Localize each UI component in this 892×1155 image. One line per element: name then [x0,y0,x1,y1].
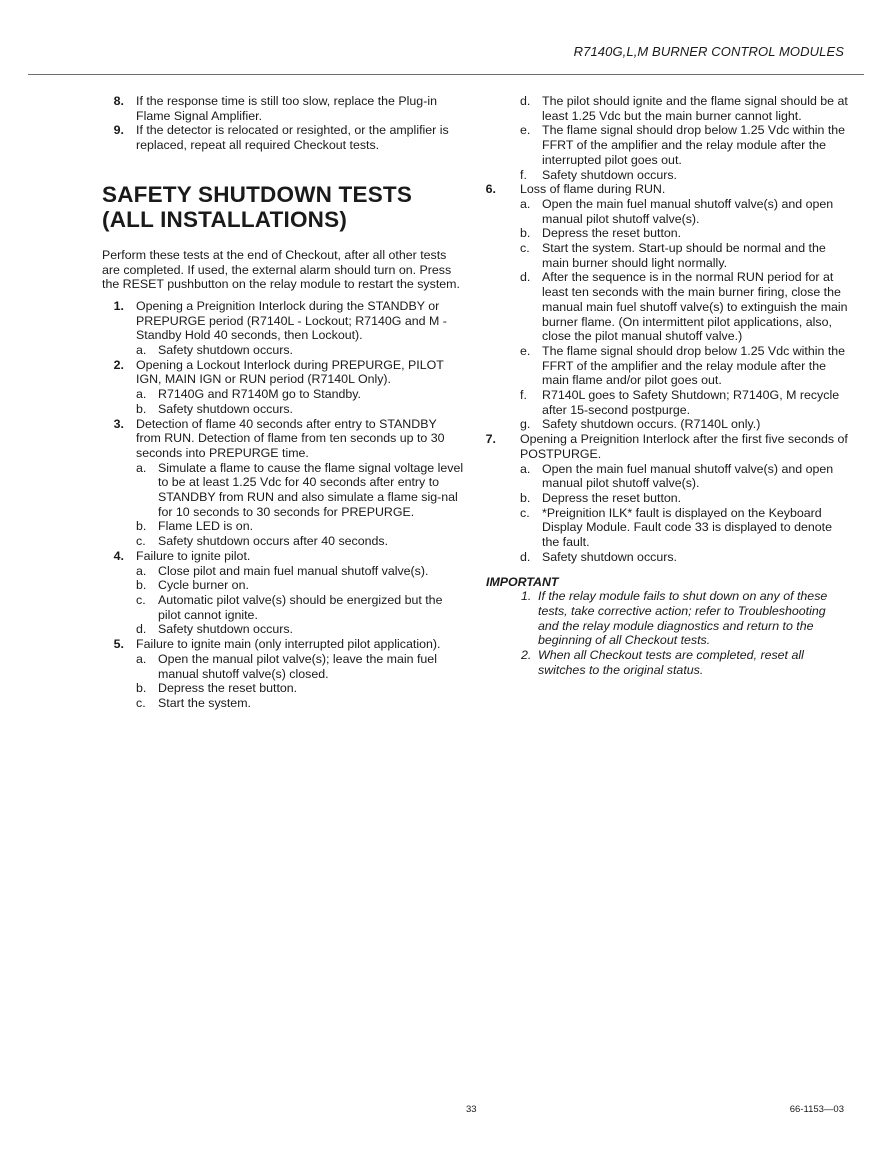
sub-item-letter: g. [520,417,531,432]
section-intro: Perform these tests at the end of Checkout, after all other tests are completed. If used, the external alarm should turn on. Press the RESET pushbutton on the relay module to restart the system. [102,247,460,292]
step-number: 8. [113,94,124,108]
sub-item-text: Safety shutdown occurs. [158,343,293,358]
sub-item-letter: c. [136,592,146,607]
numbered-step [102,358,464,387]
sub-item-letter: a. [136,563,147,578]
sub-item [102,534,464,549]
step-text: Failure to ignite pilot. [136,548,251,563]
sub-item [486,506,848,550]
sub-item [102,593,464,622]
sub-item [486,550,848,565]
sub-list [486,462,848,565]
sub-item-text: Safety shutdown occurs. [158,401,293,416]
right-column [486,94,848,677]
step-number: 3. [113,416,124,431]
sub-item [486,417,848,432]
sub-item-text: *Preignition ILK* fault is displayed on the Keyboard Display Module. Fault code 33 is displayed to denote the fault. [542,505,832,550]
sub-item-text: Start the system. [158,695,251,710]
important-item-text: If the relay module fails to shut down on any of these tests, take corrective action; refer to Troubleshooting and the relay module diagnostics and return to the beginning of all Checkout tests. [538,589,828,648]
sub-item-text: The flame signal should drop below 1.25 Vdc within the FFRT of the amplifier and the relay module after the main flame and/or pilot goes out. [542,343,846,388]
sub-item-letter: a. [136,387,147,402]
sub-item-letter: d. [520,94,531,108]
step-text: Opening a Preignition Interlock during the STANDBY or PREPURGE period (R7140L - Lockout; R7140G and M - Standby Hold 40 seconds, then Lockout). [136,298,447,343]
sub-item-letter: c. [520,505,530,520]
sub-list [102,652,464,711]
steps-list-continued [486,182,848,564]
sub-item [486,197,848,226]
numbered-step [102,637,464,652]
sub-item-letter: a. [136,460,147,475]
sub-item [486,241,848,270]
step-text: Opening a Preignition Interlock after the first five seconds of POSTPURGE. [520,432,848,461]
step-text: Loss of flame during RUN. [520,182,666,197]
sub-item-text: Flame LED is on. [158,519,254,534]
sub-item-letter: b. [136,401,147,416]
sub-item-text: R7140L goes to Safety Shutdown; R7140G, M recycle after 15-second postpurge. [542,388,840,417]
left-column [102,94,464,711]
sub-item-text: The pilot should ignite and the flame signal should be at least 1.25 Vdc but the main burner cannot light. [542,94,848,123]
numbered-step [486,182,848,197]
step-number: 9. [113,123,124,138]
sub-item-letter: e. [520,343,531,358]
sub-item [486,94,848,123]
steps-list [102,299,464,711]
sub-item [486,388,848,417]
sub-item-text: Close pilot and main fuel manual shutoff valve(s). [158,563,429,578]
sub-item-letter: b. [520,490,531,505]
sub-item [102,343,464,358]
sub-list [102,387,464,416]
sub-item-text: Simulate a flame to cause the flame signal voltage level to be at least 1.25 Vdc for 40 seconds after entry to STANDBY from RUN and also simulate a flame sig-nal for 10 seconds to 30 seconds for PREPURGE. [158,460,464,519]
sub-item-text: Depress the reset button. [542,490,682,505]
sub-item-letter: d. [520,270,531,285]
document-number: 66-1153—03 [789,1104,844,1115]
sub-item-letter: a. [520,461,531,476]
sub-item-text: Safety shutdown occurs. (R7140L only.) [542,417,761,432]
page-number: 33 [466,1104,477,1115]
sub-item-letter: b. [136,681,147,696]
sub-item-letter: b. [136,519,147,534]
sub-item [486,344,848,388]
step-number: 7. [485,432,496,447]
step-number: 1. [113,298,124,313]
sub-item [102,402,464,417]
section-title [102,182,464,233]
sub-item-letter: a. [136,651,147,666]
step-number: 2. [113,357,124,372]
step-number: 6. [485,182,496,197]
sub-item [486,270,848,344]
header-rule [28,74,864,75]
important-item-text: When all Checkout tests are completed, reset all switches to the original status. [538,648,804,677]
sub-item-text: Open the main fuel manual shutoff valve(s) and open manual pilot shutoff valve(s). [542,196,834,226]
running-header: R7140G,L,M BURNER CONTROL MODULES [573,44,844,59]
sub-item-letter: c. [136,534,146,549]
sub-item-letter: b. [520,226,531,241]
sub-item [102,681,464,696]
sub-item-text: The flame signal should drop below 1.25 Vdc within the FFRT of the amplifier and the relay module after the interrupted pilot goes out. [542,123,846,167]
sub-item [102,696,464,711]
sub-item [102,461,464,520]
sub-item [486,168,848,183]
sub-item-letter: d. [520,549,531,564]
sub-item-text: Start the system. Start-up should be normal and the main burner should light normally. [542,241,826,270]
sub-list [102,461,464,549]
sub-item-text: R7140G and R7140M go to Standby. [158,387,361,402]
sub-list [486,197,848,432]
numbered-step [102,417,464,461]
important-title: IMPORTANT [486,574,559,589]
sub-item-letter: e. [520,123,531,138]
step-text: Opening a Lockout Interlock during PREPURGE, PILOT IGN, MAIN IGN or RUN period (R7140L Only). [136,357,444,387]
important-item [486,648,848,677]
sub-item [102,652,464,681]
numbered-step [102,299,464,343]
numbered-step [486,432,848,461]
sub-item-text: Depress the reset button. [158,681,298,696]
step-text: Failure to ignite main (only interrupted pilot application). [136,637,441,652]
sub-item [486,226,848,241]
important-item-number: 2. [521,648,532,663]
sub-item-letter: c. [136,695,146,710]
sub-item [486,123,848,167]
sub-item-text: Cycle burner on. [158,578,249,593]
sub-list [102,564,464,638]
sub-item [102,519,464,534]
step-5-continued [486,94,848,182]
sub-item-letter: c. [520,241,530,256]
sub-item [102,564,464,579]
sub-item-text: Open the main fuel manual shutoff valve(s) and open manual pilot shutoff valve(s). [542,461,834,491]
important-item [486,589,848,648]
numbered-step [102,549,464,564]
sub-item-letter: a. [520,196,531,211]
sub-item-text: Open the manual pilot valve(s); leave the main fuel manual shutoff valve(s) closed. [158,651,437,681]
section-title-line2: (ALL INSTALLATIONS) [102,207,348,233]
sub-item-letter: f. [520,388,527,403]
step-text: If the response time is still too slow, replace the Plug-in Flame Signal Amplifier. [136,94,437,123]
sub-item-text: Depress the reset button. [542,226,682,241]
sub-item-letter: d. [136,622,147,637]
sub-item-text: After the sequence is in the normal RUN period for at least ten seconds with the main burner firing, close the manual main fuel shutoff valve(s) to extinguish the main burner flame. (On intermittent pilot applications, also, close the pilot manual shutoff valve.) [542,270,848,344]
sub-item-text: Safety shutdown occurs. [542,167,677,182]
sub-list [102,343,464,358]
important-item-number: 1. [521,589,532,604]
sub-item [486,462,848,491]
sub-item [102,622,464,637]
sub-item-letter: a. [136,343,147,358]
sub-item-letter: f. [520,167,527,182]
sub-item-text: Safety shutdown occurs. [542,549,677,564]
step-number: 4. [113,548,124,563]
sub-item [102,578,464,593]
numbered-step [102,123,464,152]
continued-list [102,94,464,153]
step-number: 5. [113,637,124,652]
sub-item-text: Automatic pilot valve(s) should be energized but the pilot cannot ignite. [158,592,443,622]
step-text: If the detector is relocated or resighted, or the amplifier is replaced, repeat all required Checkout tests. [136,123,449,153]
important-list [486,589,848,677]
sub-item-text: Safety shutdown occurs after 40 seconds. [158,534,389,549]
section-title-line1: SAFETY SHUTDOWN TESTS [102,181,413,207]
numbered-step [102,94,464,123]
sub-item-letter: b. [136,578,147,593]
sub-item [486,491,848,506]
sub-item [102,387,464,402]
step-text: Detection of flame 40 seconds after entry to STANDBY from RUN. Detection of flame from ten seconds up to 30 seconds into PREPURGE time. [136,416,445,460]
sub-item-text: Safety shutdown occurs. [158,622,293,637]
